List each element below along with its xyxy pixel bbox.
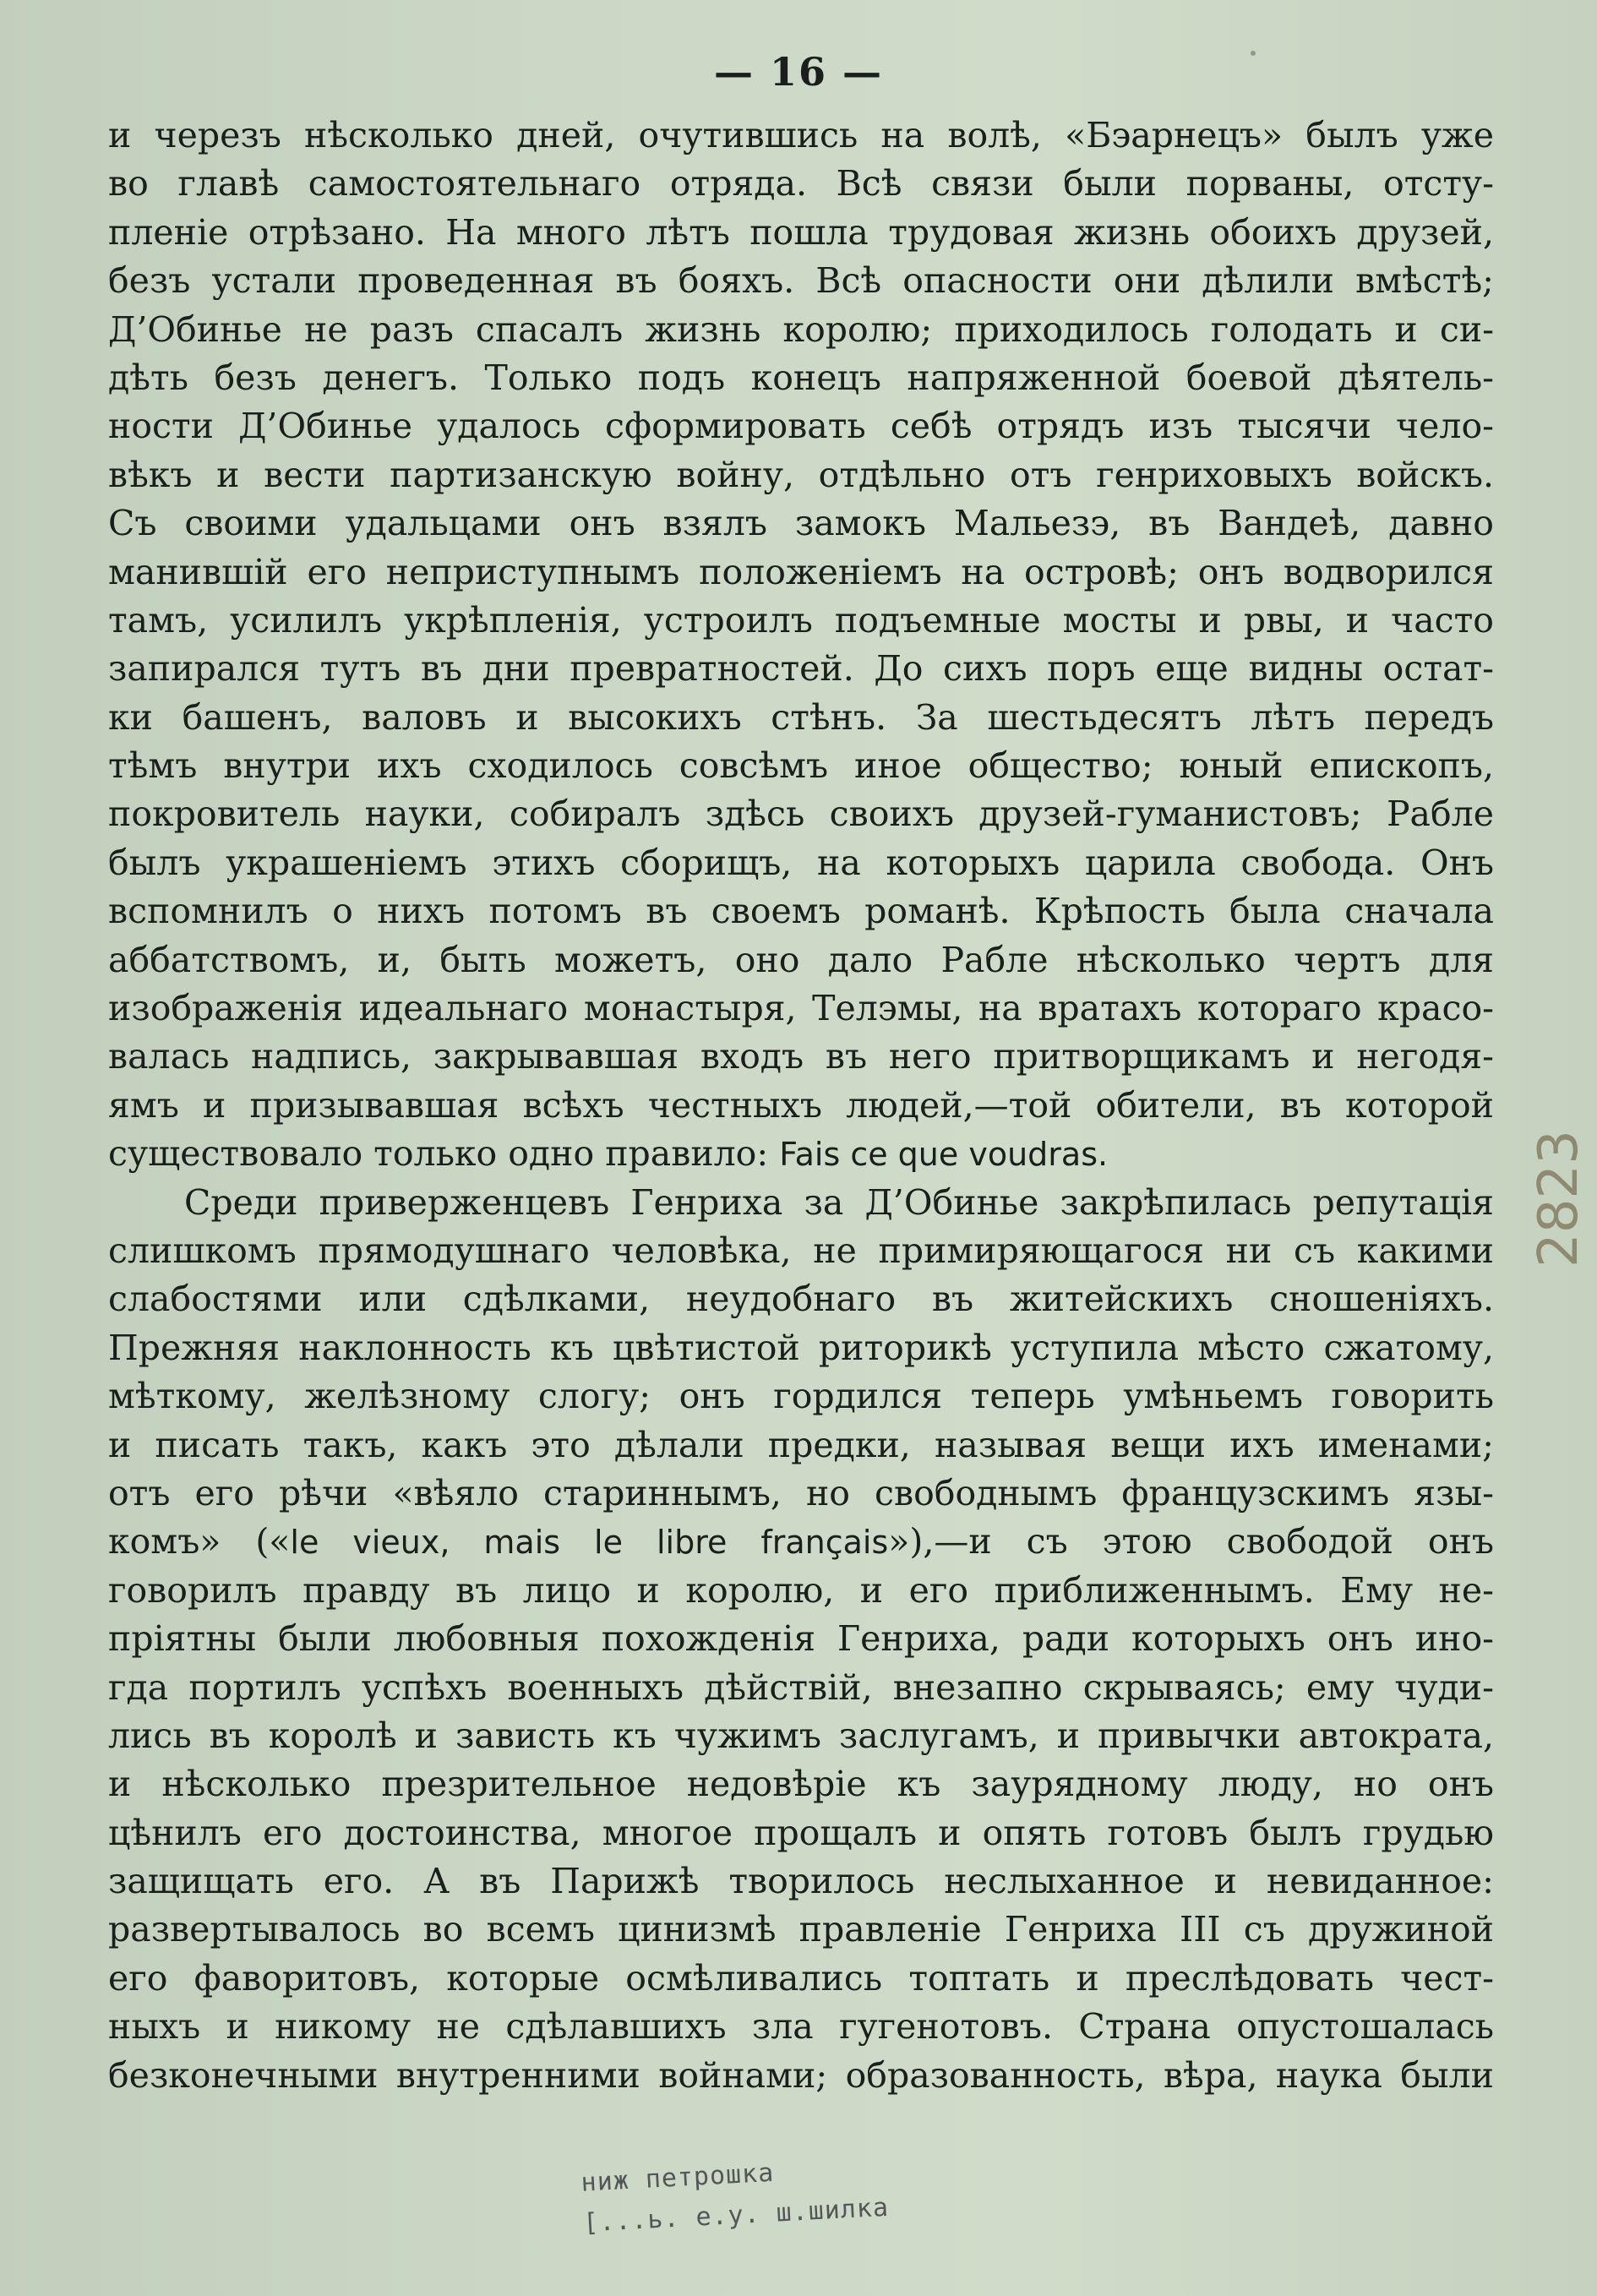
text-line: запирался тутъ въ дни превратностей. До сихъ поръ еще видны остат- [108,648,1494,690]
text-segment: комъ» (« [108,1521,291,1562]
text-line: ямъ и призывавшая всѣхъ честныхъ людей,—той обители, въ которой [108,1084,1494,1126]
text-line: вѣкъ и вести партизанскую войну, отдѣльно отъ генриховыхъ войскъ. [108,454,1494,495]
text-line: говорилъ правду въ лицо и королю, и его приближеннымъ. Ему не- [108,1569,1494,1611]
text-line: и нѣсколько презрительное недовѣріе къ заурядному люду, но онъ [108,1764,1494,1805]
text-line: пріятны были любовныя похожденія Генриха, ради которыхъ онъ ино- [108,1618,1494,1660]
text-segment: »),—и съ этою свободой онъ [888,1521,1494,1562]
text-line: изображенія идеальнаго монастыря, Телэмы, на вратахъ котораго красо- [108,988,1494,1029]
text-line: дѣть безъ денегъ. Только подъ конецъ напряженной боевой дѣятель- [108,357,1494,398]
text-line: покровитель науки, собиралъ здѣсь своихъ друзей-гуманистовъ; Рабле [108,794,1494,835]
text-line: развертывалось во всемъ цинизмѣ правленіе Генриха III съ дружиной [108,1909,1494,1950]
text-line: ности Д’Обинье удалось сформировать себѣ отрядъ изъ тысячи чело- [108,406,1494,447]
text-line: Д’Обинье не разъ спасалъ жизнь королю; приходилось голодать и си- [108,308,1494,350]
paragraph-start-line: Среди приверженцевъ Генриха за Д’Обинье закрѣпилась репутація [184,1181,1494,1223]
motto-latin: Fais ce que voudras. [779,1136,1109,1174]
text-line: слабостями или сдѣлками, неудобнаго въ житейскихъ сношеніяхъ. [108,1279,1494,1320]
margin-inventory-mark: 2823 [1528,1130,1590,1268]
text-line: слишкомъ прямодушнаго человѣка, не примиряющагося ни съ какими [108,1230,1494,1271]
text-line: былъ украшеніемъ этихъ сборищъ, на которыхъ царила свобода. Онъ [108,842,1494,883]
text-line: безъ устали проведенная въ бояхъ. Всѣ опасности они дѣлили вмѣстѣ; [108,260,1494,302]
text-line: отъ его рѣчи «вѣяло стариннымъ, но свободнымъ французскимъ язы- [108,1472,1494,1513]
text-line: и писать такъ, какъ это дѣлали предки, называя вещи ихъ именами; [108,1424,1494,1465]
text-line: аббатствомъ, и, быть можетъ, оно дало Рабле нѣсколько чертъ для [108,939,1494,980]
text-line-quote [108,1518,1494,1566]
stamp-line: ниж петрошка [580,2157,776,2198]
text-line: защищать его. А въ Парижѣ творилось неслыханное и невиданное: [108,1861,1494,1902]
text-segment: существовало только одно правило: [108,1133,769,1175]
stamp-line: [...ь. е.у. ш.шилка [582,2192,890,2239]
body-text [108,112,1494,2100]
text-line: вспомнилъ о нихъ потомъ въ своемъ романѣ. Крѣпость была сначала [108,891,1494,932]
text-line: тѣмъ внутри ихъ сходилось совсѣмъ иное общество; юный епископъ, [108,745,1494,787]
quote-latin: le vieux, mais le libre français [290,1524,889,1562]
text-line: Прежняя наклонность къ цвѣтистой риторикѣ уступила мѣсто сжатому, [108,1327,1494,1368]
text-line: его фаворитовъ, которые осмѣливались топтать и преслѣдовать чест- [108,1957,1494,1999]
text-line: гда портилъ успѣхъ военныхъ дѣйствій, внезапно скрываясь; ему чуди- [108,1666,1494,1708]
text-line: ки башенъ, валовъ и высокихъ стѣнъ. За шестьдесятъ лѣтъ передъ [108,696,1494,738]
text-line: безконечными внутренними войнами; образованность, вѣра, наука были [108,2054,1494,2096]
paper-speck [1251,51,1256,56]
text-line: во главѣ самостоятельнаго отряда. Всѣ связи были порваны, отсту- [108,163,1494,205]
page-number: — 16 — [713,49,884,95]
text-line: ныхъ и никому не сдѣлавшихъ зла гугенотовъ. Страна опустошалась [108,2006,1494,2048]
text-line: Съ своими удальцами онъ взялъ замокъ Мальезэ, въ Вандеѣ, давно [108,503,1494,544]
text-line: манившій его неприступнымъ положеніемъ на островѣ; онъ водворился [108,551,1494,592]
text-line: и черезъ нѣсколько дней, очутившись на волѣ, «Бэарнецъ» былъ уже [108,115,1494,155]
text-line: цѣнилъ его достоинства, многое прощалъ и опять готовъ былъ грудью [108,1812,1494,1853]
text-line: пленіе отрѣзано. На много лѣтъ пошла трудовая жизнь обоихъ друзей, [108,211,1494,253]
text-line-motto [108,1130,1494,1178]
text-line: мѣткому, желѣзному слогу; онъ гордился теперь умѣньемъ говорить [108,1376,1494,1417]
text-line: валась надпись, закрывавшая входъ въ него притворщикамъ и негодя- [108,1036,1494,1077]
text-line: тамъ, усилилъ укрѣпленія, устроилъ подъемные мосты и рвы, и часто [108,599,1494,641]
text-line: лись въ королѣ и зависть къ чужимъ заслугамъ, и привычки автократа, [108,1715,1494,1756]
library-stamp [580,2138,1059,2289]
